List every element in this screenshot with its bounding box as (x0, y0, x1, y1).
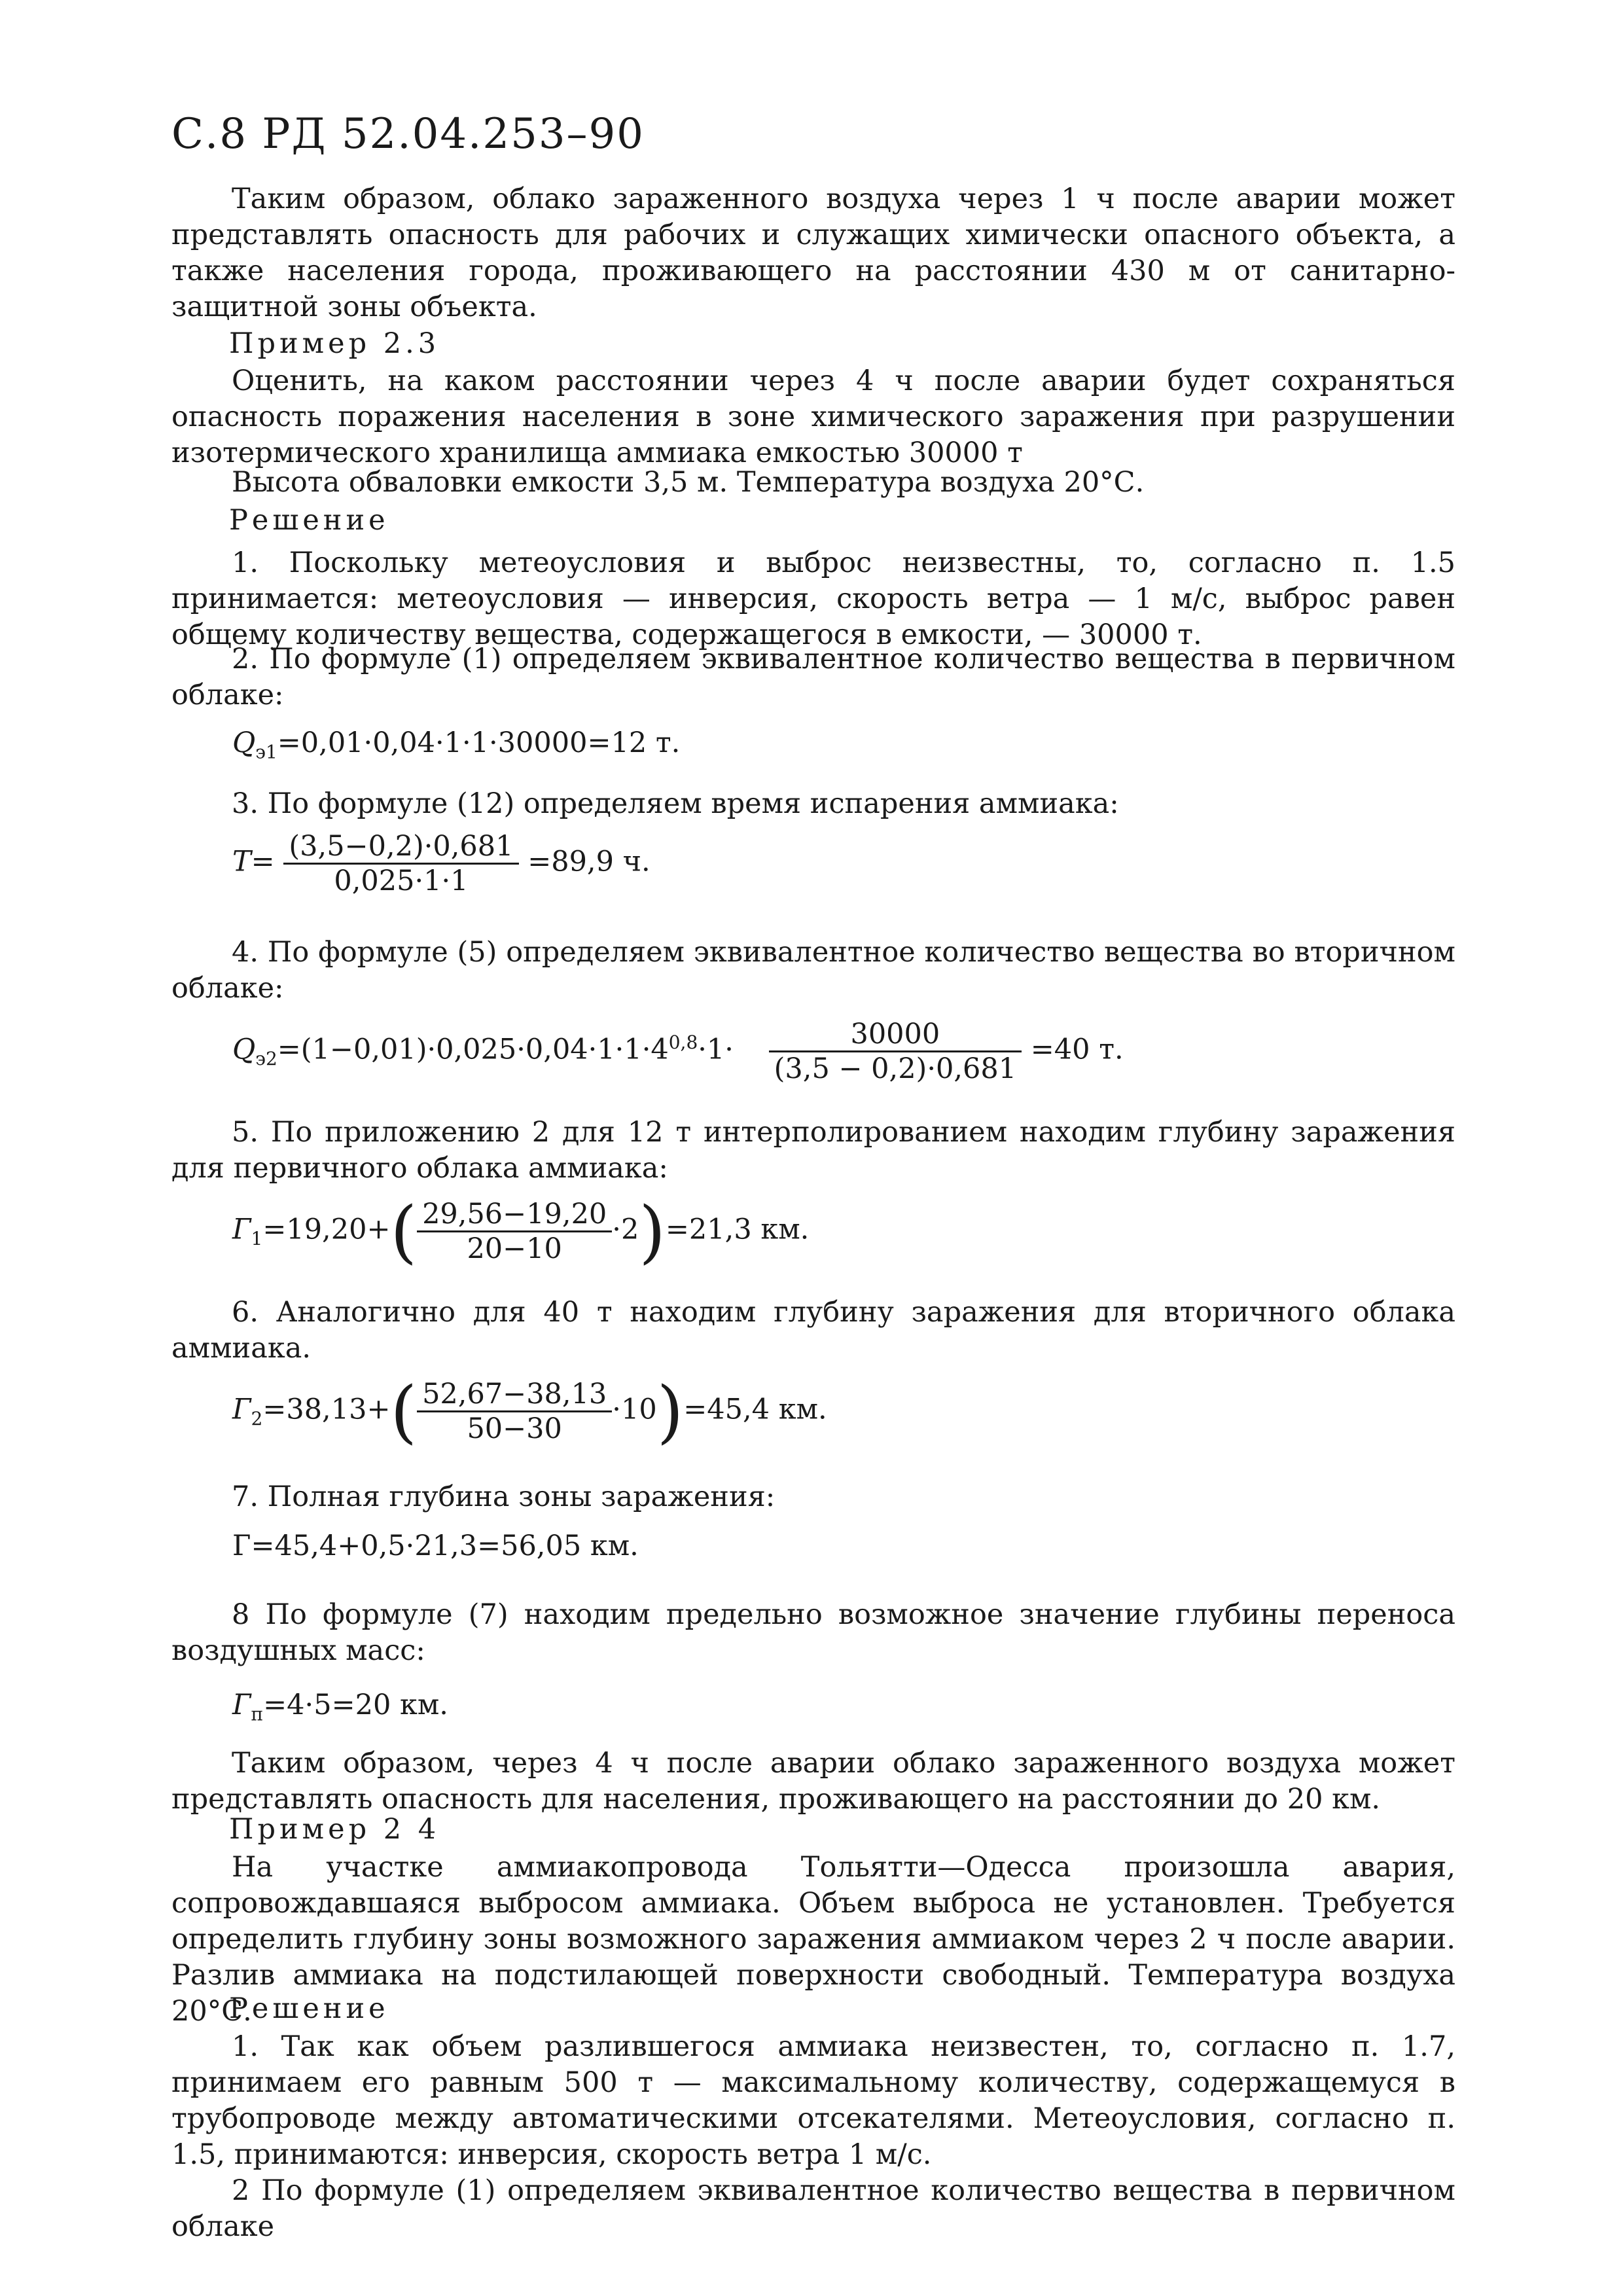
example-2-3-title: Пример 2.3 (229, 327, 440, 360)
step-8: 8 По формуле (7) находим предельно возможное значение глубины переноса воздушных масс: (171, 1598, 1455, 1667)
fraction-q-e2: $\frac{30000}{(3,5 - 0,2)\cdot 0,681}$ (769, 1018, 1022, 1085)
step-4: 4. По формуле (5) определяем эквивалентное количество вещества во вторичном облаке: (171, 936, 1455, 1005)
formula-g2: $Г_2=38,13+$( $\frac{52,67-38,13}{50-30}$ ·10)=45,4 км. (232, 1371, 827, 1452)
example-2-3-conclusion: Таким образом, через 4 ч после аварии облако зараженного воздуха может представлять опасность для населения, проживающего на расстоянии до 20 км. (171, 1747, 1455, 1816)
page-header: С.8 РД 52.04.253–90 (171, 110, 645, 158)
step-5: 5. По приложению 2 для 12 т интерполированием находим глубину заражения для первичного облака аммиака: (171, 1116, 1455, 1185)
example-2-3-conditions: Высота обваловки емкости 3,5 м. Температура воздуха 20°С. (232, 466, 1145, 499)
formula-gn: $Г_п=4\cdot 5=20$ км. (232, 1689, 448, 1725)
formula-q-e1: $Q_{э1}=0,01\cdot 0,04\cdot 1\cdot 1\cdot 30000=12$ т. (232, 726, 681, 763)
formula-g-total: Г=45,4+0,5·21,3=56,05 км. (232, 1530, 639, 1562)
fraction-g2: $\frac{52,67-38,13}{50-30}$ (417, 1378, 612, 1445)
formula-g1: $Г_1=19,20+$( $\frac{29,56-19,20}{20-10}$ ·2)=21,3 км. (232, 1191, 810, 1272)
example-2-4-solution-title: Решение (229, 1992, 389, 2025)
example-2-3-solution-title: Решение (229, 504, 389, 537)
step-6: 6. Аналогично для 40 т находим глубину заражения для вторичного облака аммиака. (171, 1296, 1455, 1365)
fraction-g1: $\frac{29,56-19,20}{20-10}$ (417, 1198, 612, 1265)
step-1: 1. Поскольку метеоусловия и выброс неизвестны, то, согласно п. 1.5 принимается: метеоусловия — инверсия, скорость ветра — 1 м/с, выброс равен общему количеству вещества, содержащегося в емкости, — 30000 т. (171, 547, 1455, 651)
step-3: 3. По формуле (12) определяем время испарения аммиака: (232, 787, 1119, 820)
formula-t: T= $\frac{(3,5-0,2)\cdot 0,681}{0,025\cdot 1\cdot 1}$ =89,9 ч. (232, 830, 651, 897)
example-2-3-task: Оценить, на каком расстоянии через 4 ч после аварии будет сохраняться опасность поражения населения в зоне химического заражения при разрушении изотермического хранилища аммиака емкостью 30000 т (171, 365, 1455, 469)
paragraph-conclusion-2-2: Таким образом, облако зараженного воздуха через 1 ч после аварии может представлять опасность для рабочих и служащих химически опасного объекта, а также населения города, проживающего на расстоянии 430 м от санитарно-защитной зоны объекта. (171, 183, 1455, 323)
fraction-t: $\frac{(3,5-0,2)\cdot 0,681}{0,025\cdot 1\cdot 1}$ (283, 830, 518, 897)
example-2-4-step-2: 2 По формуле (1) определяем эквивалентное количество вещества в первичном облаке (171, 2174, 1455, 2243)
step-7: 7. Полная глубина зоны заражения: (232, 1480, 776, 1513)
example-2-4-task: На участке аммиакопровода Тольятти—Одесса произошла авария, сопровождавшаяся выбросом аммиака. Объем выброса не установлен. Требуется определить глубину зоны возможного заражения аммиаком через 2 ч после аварии. Разлив аммиака на подстилающей поверхности свободный. Температура воздуха 20°С. (171, 1851, 1455, 2028)
example-2-4-step-1: 1. Так как объем разлившегося аммиака неизвестен, то, согласно п. 1.7, принимаем его равным 500 т — максимальному количеству, содержащемуся в трубопроводе между автоматическими отсекателями. Метеоусловия, согласно п. 1.5, принимаются: инверсия, скорость ветра 1 м/с. (171, 2030, 1455, 2171)
formula-q-e2: $Q_{э2}=(1-0,01)\cdot 0,025\cdot 0,04\cdot 1\cdot 1\cdot 4^{0,8}\cdot 1\cdot$ $\frac{30000}{(3,5 - 0,2)\cdot 0,681}$ =40 т. (232, 1018, 1124, 1085)
step-2: 2. По формуле (1) определяем эквивалентное количество вещества в первичном облаке: (171, 643, 1455, 711)
example-2-4-title: Пример 2 4 (229, 1813, 440, 1846)
